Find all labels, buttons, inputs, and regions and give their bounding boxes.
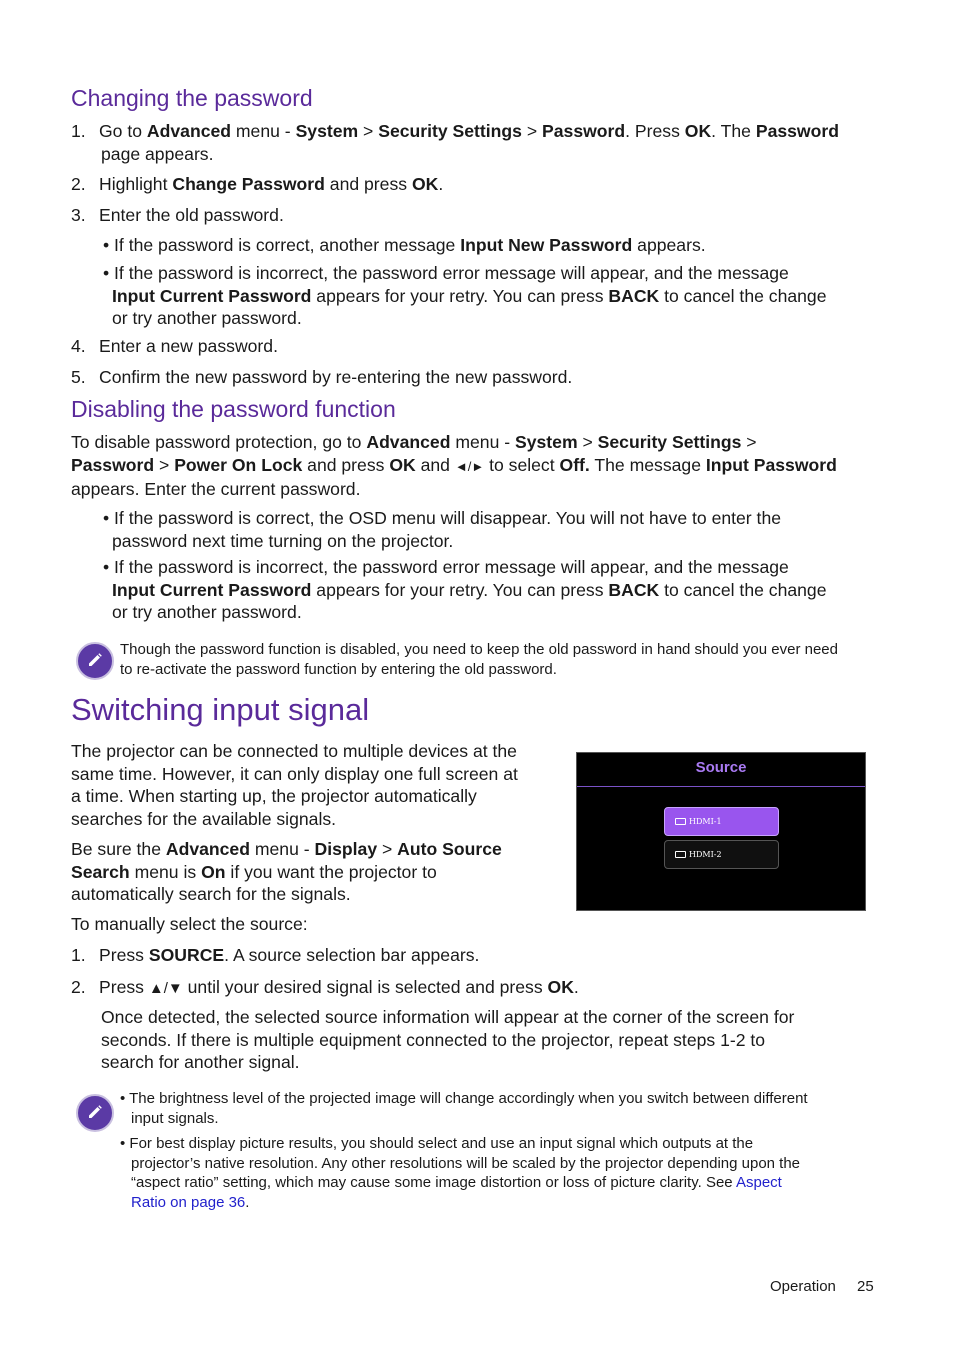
left-right-arrow-icon: ◄/► [454, 458, 485, 474]
disable-paragraph: To disable password protection, go to Advanced menu - System > Security Settings > Password > Power On Lock and press OK and ◄/► to select Off. The message Input Password appears. Enter the current password. [71, 432, 837, 499]
step-4: 4. Enter a new password. [71, 336, 278, 356]
footer-section: Operation [770, 1278, 836, 1295]
bullet-disable-correct: • If the password is correct, the OSD menu will disappear. You will not have to enter the password next time turning on the projector. [103, 508, 782, 551]
bullet-correct-password: • If the password is correct, another message Input New Password appears. [103, 235, 706, 255]
switch-manual-intro: To manually select the source: [71, 914, 308, 934]
bullet-incorrect-password: • If the password is incorrect, the password error message will appear, and the message Input Current Password appears for your retry. You can press BACK to cancel the change or try another password. [103, 263, 827, 328]
hdmi-icon [675, 818, 686, 825]
aspect-ratio-link[interactable]: Ratio on page 36 [131, 1193, 246, 1211]
heading-changing-password: Changing the password [71, 85, 313, 111]
heading-disabling-password: Disabling the password function [71, 396, 396, 422]
bullet-disable-incorrect: • If the password is incorrect, the password error message will appear, and the message Input Current Password appears for your retry. You can press BACK to cancel the change or try another password. [103, 557, 827, 622]
up-down-arrow-icon: ▲/▼ [148, 980, 183, 997]
note-brightness: • The brightness level of the projected image will change accordingly when you switch between different input signals. [120, 1090, 808, 1127]
hdmi-icon [675, 851, 686, 858]
heading-switching-input: Switching input signal [71, 692, 370, 727]
switch-detected-para: Once detected, the selected source information will appear at the corner of the screen for seconds. If there is multiple equipment connected to the projector, repeat steps 1-2 to search for another signal. [101, 1007, 795, 1072]
note-pencil-icon [76, 1094, 114, 1132]
source-item-hdmi-1[interactable]: HDMI-1 [664, 807, 779, 836]
note-pencil-icon [76, 642, 114, 680]
source-menu-title: Source [577, 753, 865, 787]
note-disable: Though the password function is disabled, you need to keep the old password in hand should you ever need to re-activate the password function by entering the old password. [120, 641, 838, 678]
page-number: 25 [857, 1278, 874, 1295]
step-3: 3. Enter the old password. [71, 205, 284, 225]
step-1: 1. Go to Advanced menu - System > Security Settings > Password. Press OK. The Password page appears. [71, 121, 839, 164]
switch-intro: The projector can be connected to multiple devices at the same time. However, it can only display one full screen at a time. When starting up, the projector automatically searches for the available signals. [71, 741, 518, 829]
switch-step-1: 1. Press SOURCE. A source selection bar appears. [71, 945, 480, 965]
step-2: 2. Highlight Change Password and press OK. [71, 174, 444, 194]
aspect-ratio-link[interactable]: Aspect [735, 1174, 782, 1191]
step-5: 5. Confirm the new password by re-entering the new password. [71, 367, 573, 387]
source-menu-screenshot [576, 752, 866, 911]
switch-auto-source: Be sure the Advanced menu - Display > Auto Source Search menu is On if you want the projector to automatically search for the signals. [71, 839, 502, 904]
source-item-hdmi-2[interactable]: HDMI-2 [664, 840, 779, 869]
switch-step-2: 2. Press ▲/▼ until your desired signal is selected and press OK. [71, 977, 579, 997]
note-resolution: • For best display picture results, you should select and use an input signal which outputs at the projector’s native resolution. Any other resolutions will be scaled by the projector depending upon the “aspect ratio” setting, which may cause some image distortion or loss of picture clarity. See Aspect Ratio on page 36. [120, 1135, 801, 1211]
